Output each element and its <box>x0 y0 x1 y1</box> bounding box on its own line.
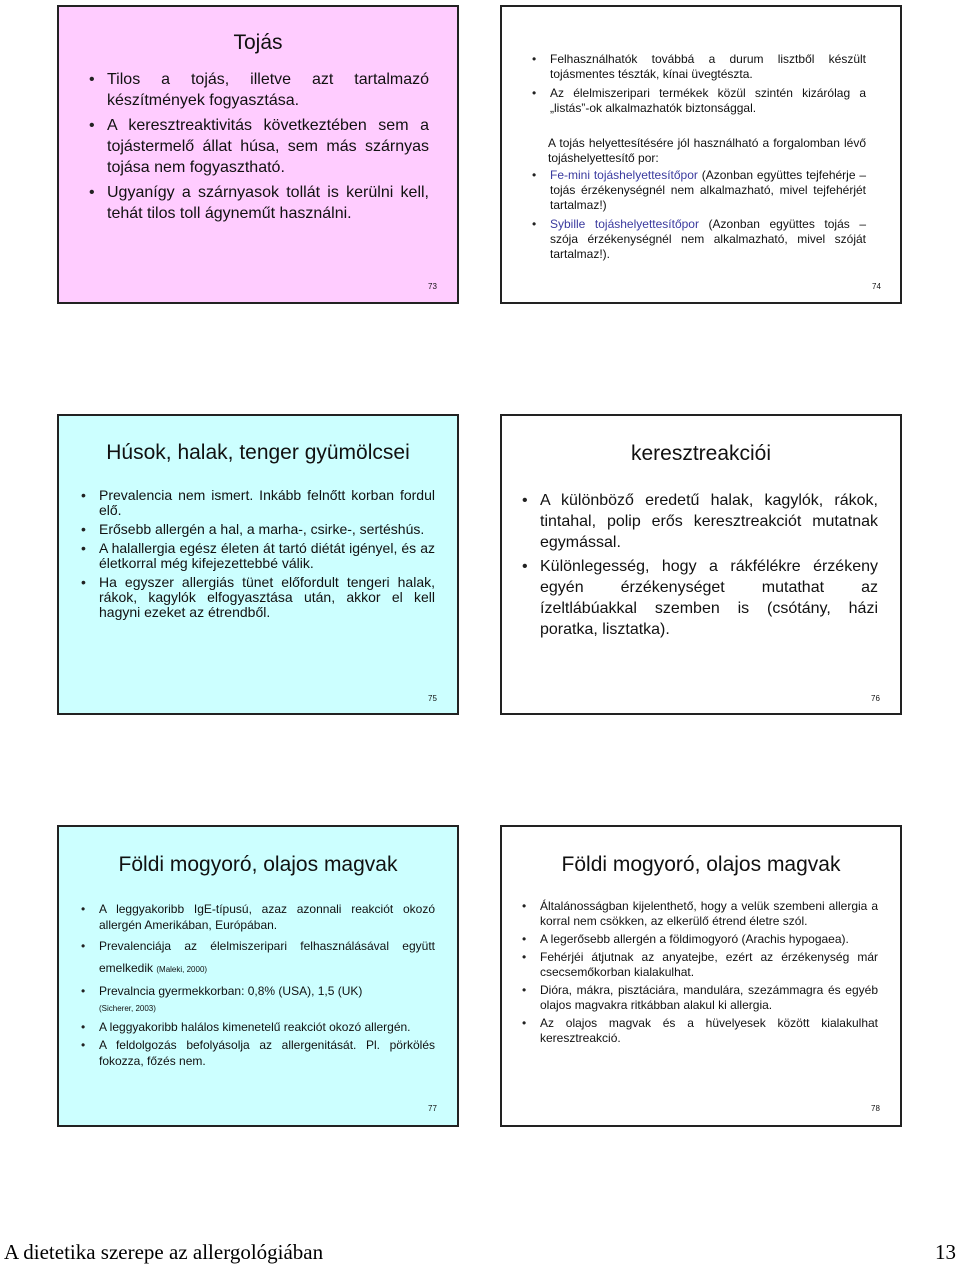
product-note: (Azonban együttes tojás – szója érzékenységnél nem alkalmazható, mivel szóját tartalmaz!). <box>550 217 866 261</box>
list-item-text: Prevalenciája az élelmiszeripari felhasználásával együtt emelkedik <box>99 939 435 975</box>
slide-74 <box>500 5 902 304</box>
list-item: • A keresztreaktivitás következtében sem a tojástermelő állat húsa, sem más szárnyas tojása nem fogyasztható. <box>89 115 429 178</box>
list-item: • Ugyanígy a szárnyasok tollát is kerülni kell, tehát tilos toll ágyneműt használni. <box>89 182 429 224</box>
bullet-list <box>89 69 429 224</box>
slide-78 <box>500 825 902 1127</box>
list-item: • Erősebb allergén a hal, a marha-, csirke-, sertéshús. <box>81 522 435 537</box>
slide-title: Húsok, halak, tenger gyümölcsei <box>106 441 410 464</box>
sub-list <box>532 168 866 262</box>
slide-title: Tojás <box>233 31 283 54</box>
slide-75 <box>57 414 459 715</box>
list-item: • Felhasználhatók továbbá a durum lisztből készült tojásmentes tészták, kínai üvegtészta. <box>532 52 866 82</box>
slide-number: 76 <box>871 694 880 703</box>
list-item: • A különböző eredetű halak, kagylók, rákok, tintahal, polip erős keresztreakciót mutatnak egymással. <box>522 490 878 553</box>
list-item: • Tilos a tojás, illetve azt tartalmazó készítmények fogyasztása. <box>89 69 429 111</box>
list-item <box>81 983 435 1017</box>
list-item: • Különlegesség, hogy a rákfélékre érzékeny egyén érzékenységet mutathat az ízeltlábúakkal szemben is (csótány, házi poratka, lisztatka). <box>522 556 878 640</box>
list-item: • Az olajos magvak és a hüvelyesek között kialakulhat keresztreakció. <box>522 1016 878 1046</box>
slide-number: 78 <box>871 1104 880 1113</box>
citation: (Sicherer, 2003) <box>99 1004 156 1013</box>
bullet-list <box>81 488 435 620</box>
list-item: • Általánosságban kijelenthető, hogy a velük szembeni allergia a korral nem csökken, az elkerülő étrend életre szól. <box>522 899 878 929</box>
list-item: • Fehérjéi átjutnak az anyatejbe, ezért az érzékenység már csecsemőkorban kialakulhat. <box>522 950 878 980</box>
list-item <box>81 935 435 981</box>
slide-title: Földi mogyoró, olajos magvak <box>118 853 398 876</box>
slide-number: 77 <box>428 1104 437 1113</box>
list-item <box>532 168 866 213</box>
product-name: Fe-mini tojáshelyettesítőpor <box>550 168 698 182</box>
slide-number: 74 <box>872 282 881 291</box>
slide-73 <box>57 5 459 304</box>
slide-77 <box>57 825 459 1127</box>
list-item: • A leggyakoribb IgE-típusú, azaz azonnali reakciót okozó allergén Amerikában, Európában. <box>81 901 435 933</box>
slide-number: 73 <box>428 282 437 291</box>
list-item-text: Prevalncia gyermekkorban: 0,8% (USA), 1,5 (UK) <box>99 984 363 998</box>
bullet-list <box>532 52 866 116</box>
page-number: 13 <box>935 1240 956 1264</box>
list-item: • A leggyakoribb halálos kimenetelű reakciót okozó allergén. <box>81 1019 435 1035</box>
list-item: • A legerősebb allergén a földimogyoró (Arachis hypogaea). <box>522 932 878 947</box>
list-item: • A feldolgozás befolyásolja az allergenitását. Pl. pörkölés fokozza, főzés nem. <box>81 1037 435 1069</box>
paragraph: A tojás helyettesítésére jól használható a forgalomban lévő tojáshelyettesítő por: <box>548 136 866 165</box>
list-item: • Prevalencia nem ismert. Inkább felnőtt korban fordul elő. <box>81 488 435 518</box>
bullet-list <box>81 901 435 1069</box>
product-name: Sybille tojáshelyettesítőpor <box>550 217 699 231</box>
slide-title: Földi mogyoró, olajos magvak <box>561 853 841 876</box>
bullet-list <box>522 899 878 1046</box>
product-note: (Azonban együttes tejfehérje – tojás érzékenységnél nem alkalmazható, mivel tejfehérjét tartalmaz!) <box>550 168 867 212</box>
bullet-list <box>522 490 878 640</box>
slide-title: keresztreakciói <box>630 442 772 465</box>
slide-76 <box>500 414 902 715</box>
slide-number: 75 <box>428 694 437 703</box>
list-item <box>532 217 866 262</box>
document-footer-title: A dietetika szerepe az allergológiában <box>4 1240 324 1264</box>
list-item: • Dióra, mákra, pisztáciára, mandulára, szezámmagra és egyéb olajos magvakra ritkábban alakul ki allergia. <box>522 983 878 1013</box>
list-item: • Ha egyszer allergiás tünet előfordult tengeri halak, rákok, kagylók elfogyasztása után, akkor el kell hagyni ezeket az étrendből. <box>81 575 435 620</box>
list-item: • A halallergia egész életen át tartó diétát igényel, és az életkorral még kifejezettebbé válik. <box>81 541 435 571</box>
citation: (Maleki, 2000) <box>156 965 208 974</box>
list-item: • Az élelmiszeripari termékek közül szintén kizárólag a „listás”-ok alkalmazhatók biztonsággal. <box>532 86 866 116</box>
